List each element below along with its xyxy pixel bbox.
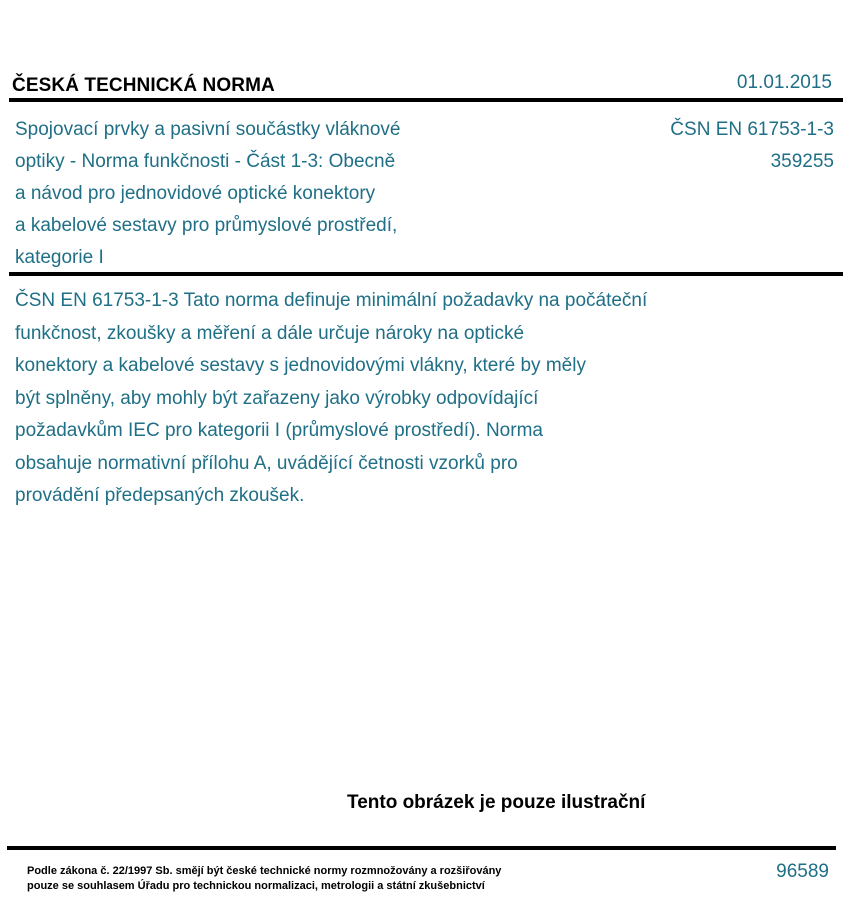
document-title-line: optiky - Norma funkčnosti - Část 1-3: Obecně (15, 151, 396, 172)
abstract-line: obsahuje normativní přílohu A, uvádějící četnosti vzorků pro (15, 452, 518, 474)
abstract-line: být splněny, aby mohly být zařazeny jako výrobky odpovídající (15, 387, 539, 409)
header-title: ČESKÁ TECHNICKÁ NORMA (12, 75, 275, 96)
illustration-note: Tento obrázek je pouze ilustrační (347, 792, 646, 813)
abstract-line: funkčnost, zkoušky a měření a dále určuje nároky na optické (15, 322, 525, 344)
footer-number: 96589 (776, 861, 829, 882)
document-title-line: Spojovací prvky a pasivní součástky vláknové (15, 119, 401, 140)
document-identifiers (670, 114, 834, 178)
top-divider (9, 98, 843, 102)
legal-notice (27, 864, 501, 894)
abstract-line: provádění předepsaných zkoušek. (15, 485, 305, 506)
middle-divider (9, 272, 843, 276)
abstract-line: konektory a kabelové sestavy s jednovidovými vlákny, které by měly (15, 355, 586, 376)
legal-notice-line: pouze se souhlasem Úřadu pro technickou normalizaci, metrologii a státní zkušebnictví (27, 880, 485, 892)
abstract-line: požadavkům IEC pro kategorii I (průmyslové prostředí). Norma (15, 420, 543, 441)
abstract (15, 285, 647, 513)
publication-date: 01.01.2015 (736, 72, 832, 93)
standard-id: ČSN EN 61753-1-3 (670, 119, 834, 140)
document-title-line: kategorie I (15, 247, 104, 268)
catalog-number: 359255 (770, 151, 834, 172)
bottom-divider (7, 846, 836, 850)
document-title-line: a návod pro jednovidové optické konektory (15, 183, 376, 204)
document-title-line: a kabelové sestavy pro průmyslové prostředí, (15, 215, 398, 236)
abstract-line: ČSN EN 61753-1-3 Tato norma definuje minimální požadavky na počáteční (15, 290, 648, 311)
legal-notice-line: Podle zákona č. 22/1997 Sb. smějí být české technické normy rozmnožovány a rozšiřovány (27, 865, 502, 877)
document-title (15, 114, 485, 274)
